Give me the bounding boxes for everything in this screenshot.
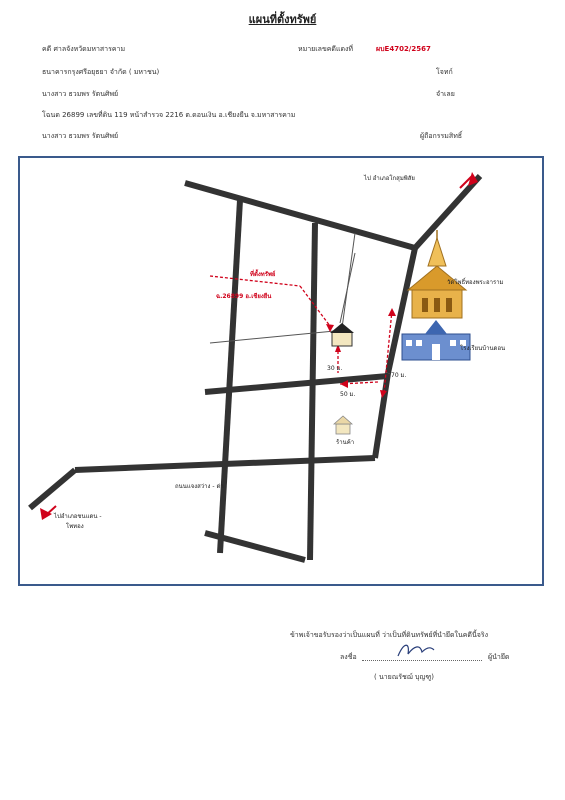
label-property: ที่ตั้งทรัพย์	[250, 271, 276, 278]
label-dist-50: 50 ม.	[340, 391, 356, 398]
location-map	[18, 156, 544, 586]
signer-name: ( นายณรัชฌ์ บุญฑู)	[374, 673, 434, 681]
sign-prefix: ลงชื่อ	[340, 653, 357, 661]
case-court: คดี ศาลจังหวัดมหาสารคาม	[42, 45, 126, 53]
lane-to-house	[342, 233, 355, 328]
owner-role: ผู้ถือกรรมสิทธิ์	[420, 132, 463, 140]
label-shop: ร้านค้า	[336, 439, 355, 446]
road-top	[185, 183, 415, 248]
map-canvas	[20, 158, 542, 584]
page-title: แผนที่ตั้งทรัพย์	[248, 13, 317, 26]
road-sw	[30, 470, 75, 508]
label-road-to-bottom-2: โพทอง	[66, 523, 84, 530]
house-icon	[330, 323, 354, 346]
label-temple: วัดโพธิ์ทองพระอาราม	[447, 279, 504, 286]
defendant-role: จำเลย	[436, 90, 455, 98]
label-road-to-top: ไป อำเภอโกสุมพิสัย	[364, 175, 415, 182]
label-dist-70: 70 ม.	[391, 372, 407, 379]
label-dist-30: 30 ม.	[327, 365, 343, 372]
road-top-ne	[415, 176, 480, 248]
owner: นางสาว ธวมพร รัตนศิพย์	[42, 132, 119, 140]
case-number-label: หมายเลขคดีแดงที่	[298, 45, 354, 53]
shop-icon	[334, 416, 352, 434]
handwritten-signature	[396, 640, 436, 660]
road-right-lower	[375, 373, 388, 458]
sign-suffix: ผู้นำยึด	[488, 653, 510, 661]
label-road-to-bottom-1: ไปอำเภอชนแดน -	[54, 513, 102, 520]
defendant: นางสาว ธวมพร รัตนศิพย์	[42, 90, 119, 98]
case-number: ผบE4702/2567	[376, 45, 431, 53]
lane-thin	[340, 253, 355, 323]
label-deed: ฉ.26899 อ.เชียงยืน	[216, 293, 272, 300]
plaintiff: ธนาคารกรุงศรีอยุธยา จำกัด ( มหาชน)	[42, 68, 160, 76]
label-school: โรงเรียนบ้านดอน	[460, 345, 506, 352]
label-road-name: ถนนแจงสว่าง - ด่า	[175, 483, 224, 490]
certify-text: ข้าพเจ้าขอรับรองว่าเป็นแผนที่ ว่าเป็นที่ดินทรัพย์ที่นำยึดในคดีนี้จริง	[290, 631, 489, 639]
road-center-vertical	[310, 223, 315, 560]
road-network	[30, 176, 480, 560]
plaintiff-role: โจทก์	[436, 68, 453, 76]
road-inner-vertical	[220, 200, 240, 553]
property-description: โฉนด 26899 เลขที่ดิน 119 หน้าสำรวจ 2216 ต.ดอนเงิน อ.เชียงยืน จ.มหาสารคาม	[42, 111, 296, 119]
school-icon	[402, 320, 470, 360]
